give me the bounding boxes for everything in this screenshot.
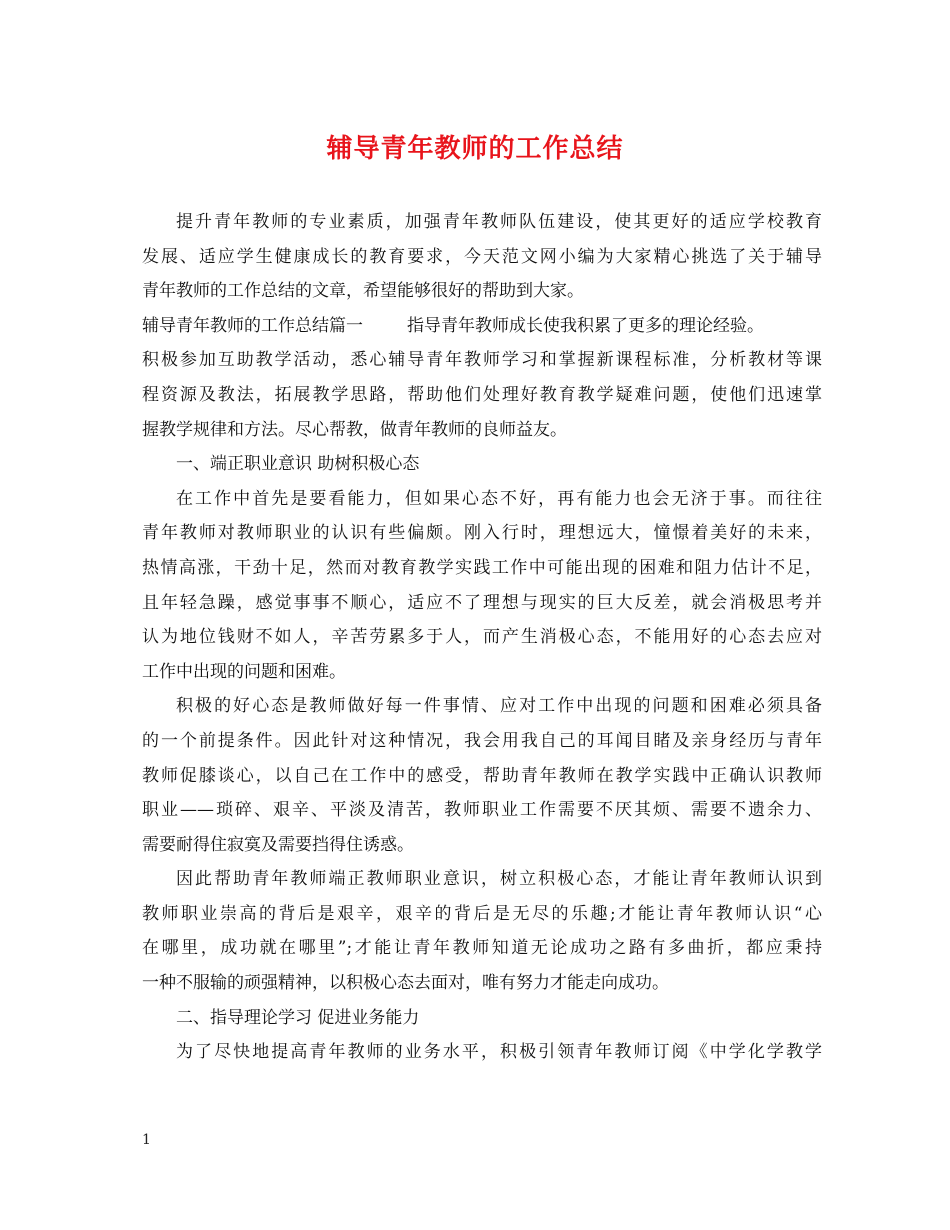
section-heading-line	[142, 309, 822, 344]
paragraph-line: 程资源及教法，拓展教学思路，帮助他们处理好教育教学疑难问题，使他们迅速掌	[142, 384, 822, 405]
paragraph-line: 积极参加互助教学活动，悉心辅导青年教师学习和掌握新课程标准，分析教材等课	[142, 350, 822, 371]
paragraph-line: 职业——琐碎、艰辛、平淡及清苦，教师职业工作需要不厌其烦、需要不遗余力、	[142, 800, 822, 821]
paragraph-line: 的一个前提条件。因此针对这种情况，我会用我自己的耳闻目睹及亲身经历与青年	[142, 730, 822, 751]
paragraph-line: 一种不服输的顽强精神，以积极心态去面对，唯有努力才能走向成功。	[142, 973, 669, 994]
paragraph-line: 在哪里，成功就在哪里”;才能让青年教师知道无论成功之路有多曲折，都应秉持	[142, 938, 822, 959]
document-body	[142, 205, 822, 1070]
paragraph-line: 青年教师的工作总结的文章，希望能够很好的帮助到大家。	[142, 281, 584, 302]
paragraph-line: 工作中出现的问题和困难。	[142, 661, 346, 682]
section-heading: 辅导青年教师的工作总结篇一	[142, 315, 363, 336]
paragraph-line: 握教学规律和方法。尽心帮教，做青年教师的良师益友。	[142, 419, 567, 440]
paragraph-line: 积极的好心态是教师做好每一件事情、应对工作中出现的问题和困难必须具备	[176, 696, 822, 717]
section-intro: 指导青年教师成长使我积累了更多的理论经验。	[407, 315, 764, 336]
paragraph-line: 认为地位钱财不如人，辛苦劳累多于人，而产生消极心态，不能用好的心态去应对	[142, 627, 822, 648]
subheading: 一、端正职业意识 助树积极心态	[176, 454, 420, 475]
paragraph-line: 且年轻急躁，感觉事事不顺心，适应不了理想与现实的巨大反差，就会消极思考并	[142, 592, 822, 613]
paragraph-line: 热情高涨，干劲十足，然而对教育教学实践工作中可能出现的困难和阻力估计不足，	[142, 557, 822, 578]
paragraph-line: 提升青年教师的专业素质，加强青年教师队伍建设，使其更好的适应学校教育	[176, 212, 822, 232]
paragraph-line: 因此帮助青年教师端正教师职业意识，树立积极心态，才能让青年教师认识到	[176, 869, 822, 890]
paragraph-line: 在工作中首先是要看能力，但如果心态不好，再有能力也会无济于事。而往往	[176, 488, 822, 509]
paragraph-line: 教师职业崇高的背后是艰辛，艰辛的背后是无尽的乐趣;才能让青年教师认识“心	[142, 903, 822, 924]
paragraph-line: 发展、适应学生健康成长的教育要求，今天范文网小编为大家精心挑选了关于辅导	[142, 246, 822, 267]
document-title: 辅导青年教师的工作总结	[326, 134, 624, 164]
subheading: 二、指导理论学习 促进业务能力	[176, 1007, 420, 1028]
paragraph-line: 青年教师对教师职业的认识有些偏颇。刚入行时，理想远大，憧憬着美好的未来，	[142, 523, 822, 544]
paragraph-line: 为了尽快地提高青年教师的业务水平，积极引领青年教师订阅《中学化学教学	[176, 1042, 822, 1063]
page-number: 1	[142, 1132, 151, 1148]
paragraph-line: 需要耐得住寂寞及需要挡得住诱惑。	[142, 834, 414, 855]
paragraph-line: 教师促膝谈心，以自己在工作中的感受，帮助青年教师在教学实践中正确认识教师	[142, 765, 822, 786]
